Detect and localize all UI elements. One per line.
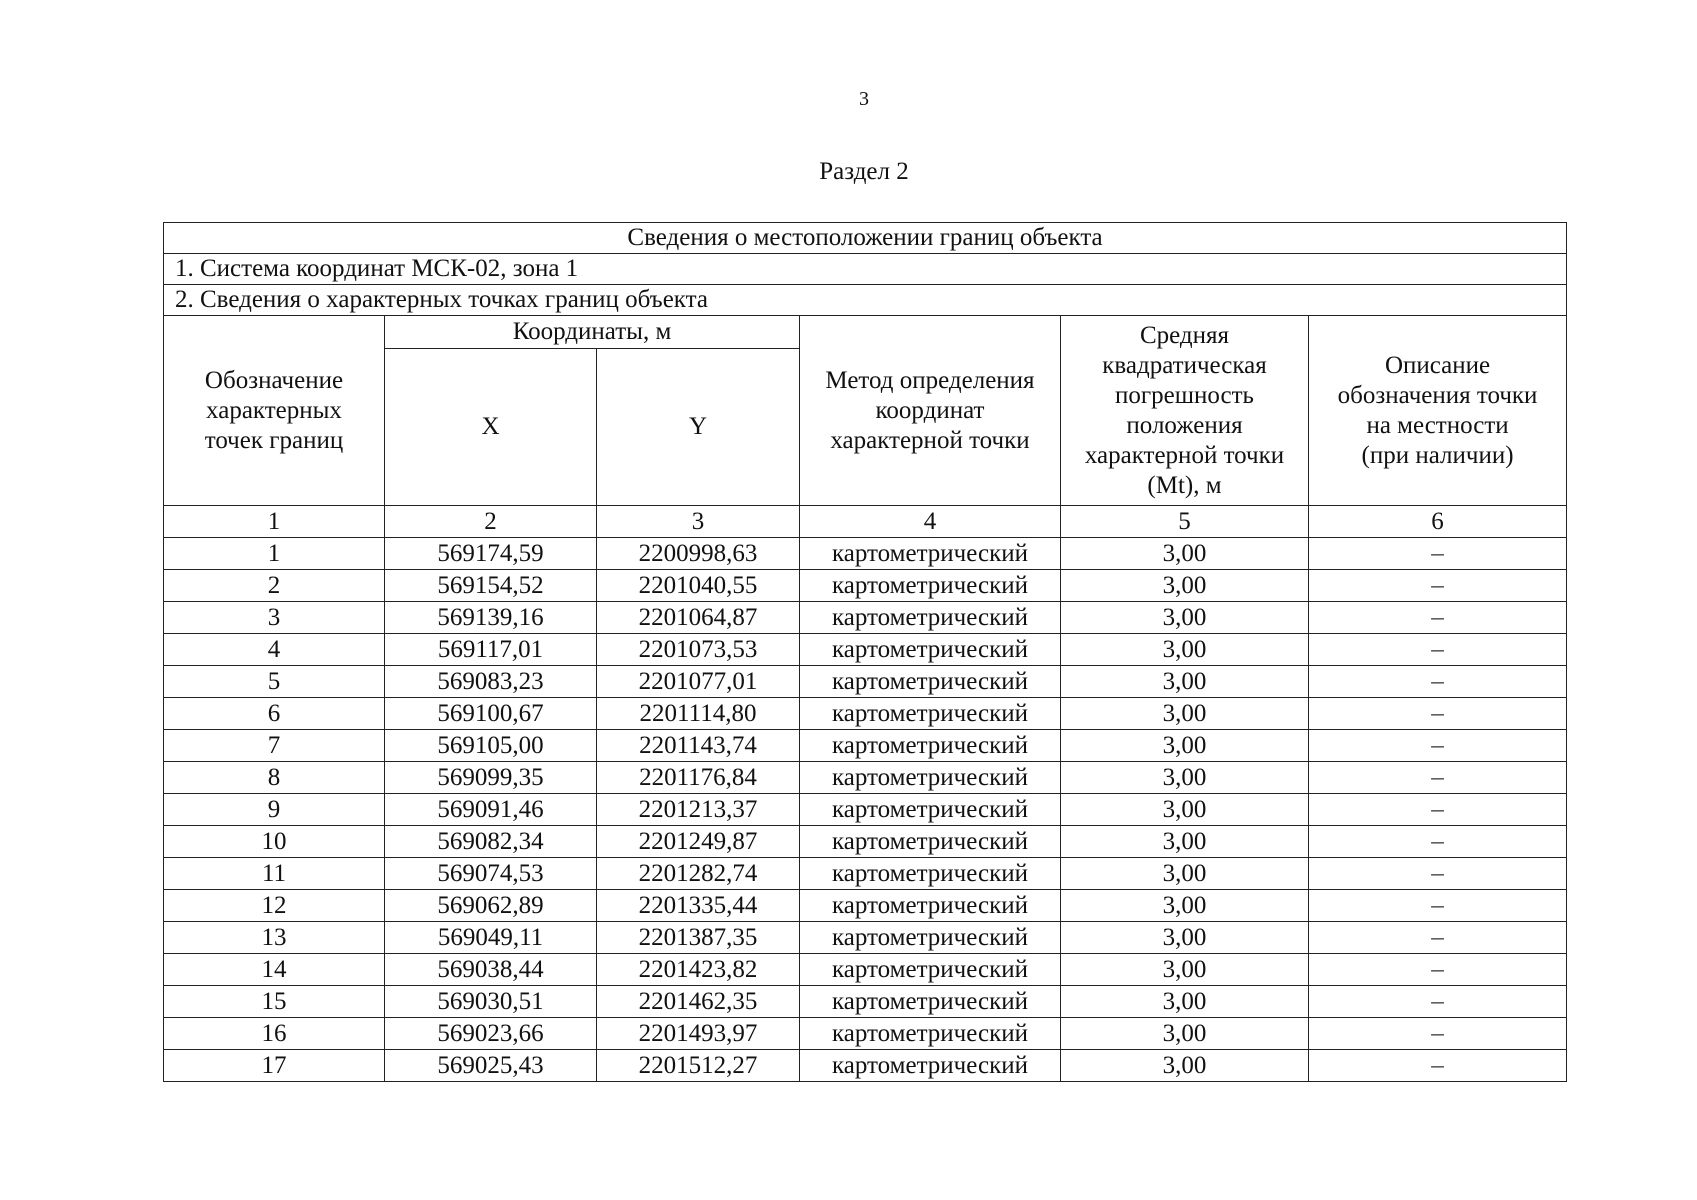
x-coordinate-cell: 569117,01	[385, 634, 597, 666]
header-description: Описание обозначения точки на местности (при наличии)	[1309, 316, 1567, 506]
header-designation: Обозначение характерных точек границ	[164, 316, 385, 506]
description-cell: –	[1309, 922, 1567, 954]
page-number: 3	[859, 88, 869, 110]
method-cell: картометрический	[800, 570, 1061, 602]
table-row	[164, 1050, 1567, 1082]
table-row	[164, 890, 1567, 922]
y-coordinate-cell: 2200998,63	[597, 538, 800, 570]
point-number-cell: 4	[164, 634, 385, 666]
description-cell: –	[1309, 538, 1567, 570]
description-cell: –	[1309, 730, 1567, 762]
method-cell: картометрический	[800, 922, 1061, 954]
table-row	[164, 1018, 1567, 1050]
x-coordinate-cell: 569099,35	[385, 762, 597, 794]
section-title: Раздел 2	[819, 158, 909, 185]
point-number-cell: 8	[164, 762, 385, 794]
y-coordinate-cell: 2201423,82	[597, 954, 800, 986]
column-number: 4	[800, 506, 1061, 538]
x-coordinate-cell: 569023,66	[385, 1018, 597, 1050]
point-number-cell: 12	[164, 890, 385, 922]
y-coordinate-cell: 2201512,27	[597, 1050, 800, 1082]
column-number: 2	[385, 506, 597, 538]
table-row	[164, 602, 1567, 634]
column-numbers-row	[164, 506, 1567, 538]
y-coordinate-cell: 2201073,53	[597, 634, 800, 666]
point-number-cell: 11	[164, 858, 385, 890]
table-row	[164, 570, 1567, 602]
table-row	[164, 794, 1567, 826]
description-cell: –	[1309, 986, 1567, 1018]
table-row	[164, 634, 1567, 666]
table-row	[164, 698, 1567, 730]
x-coordinate-cell: 569083,23	[385, 666, 597, 698]
point-number-cell: 16	[164, 1018, 385, 1050]
y-coordinate-cell: 2201493,97	[597, 1018, 800, 1050]
description-cell: –	[1309, 1050, 1567, 1082]
table-title: Сведения о местоположении границ объекта	[164, 223, 1567, 254]
y-coordinate-cell: 2201462,35	[597, 986, 800, 1018]
method-cell: картометрический	[800, 954, 1061, 986]
error-cell: 3,00	[1061, 538, 1309, 570]
description-cell: –	[1309, 1018, 1567, 1050]
error-cell: 3,00	[1061, 858, 1309, 890]
y-coordinate-cell: 2201040,55	[597, 570, 800, 602]
description-cell: –	[1309, 858, 1567, 890]
x-coordinate-cell: 569105,00	[385, 730, 597, 762]
point-number-cell: 13	[164, 922, 385, 954]
error-cell: 3,00	[1061, 922, 1309, 954]
x-coordinate-cell: 569174,59	[385, 538, 597, 570]
x-coordinate-cell: 569154,52	[385, 570, 597, 602]
method-cell: картометрический	[800, 762, 1061, 794]
point-number-cell: 5	[164, 666, 385, 698]
method-cell: картометрический	[800, 986, 1061, 1018]
header-error: Средняя квадратическая погрешность положения характерной точки (Mt), м	[1061, 316, 1309, 506]
table-row	[164, 954, 1567, 986]
column-number: 6	[1309, 506, 1567, 538]
point-number-cell: 9	[164, 794, 385, 826]
method-cell: картометрический	[800, 1018, 1061, 1050]
table-row	[164, 922, 1567, 954]
table-row	[164, 538, 1567, 570]
method-cell: картометрический	[800, 826, 1061, 858]
point-number-cell: 17	[164, 1050, 385, 1082]
x-coordinate-cell: 569025,43	[385, 1050, 597, 1082]
x-coordinate-cell: 569038,44	[385, 954, 597, 986]
y-coordinate-cell: 2201114,80	[597, 698, 800, 730]
boundary-points-table	[163, 222, 1567, 1082]
error-cell: 3,00	[1061, 1050, 1309, 1082]
method-cell: картометрический	[800, 858, 1061, 890]
error-cell: 3,00	[1061, 730, 1309, 762]
table-row	[164, 762, 1567, 794]
error-cell: 3,00	[1061, 634, 1309, 666]
method-cell: картометрический	[800, 1050, 1061, 1082]
point-number-cell: 14	[164, 954, 385, 986]
y-coordinate-cell: 2201249,87	[597, 826, 800, 858]
method-cell: картометрический	[800, 666, 1061, 698]
method-cell: картометрический	[800, 794, 1061, 826]
description-cell: –	[1309, 890, 1567, 922]
table-row	[164, 826, 1567, 858]
column-number: 5	[1061, 506, 1309, 538]
x-coordinate-cell: 569074,53	[385, 858, 597, 890]
method-cell: картометрический	[800, 602, 1061, 634]
error-cell: 3,00	[1061, 826, 1309, 858]
point-number-cell: 10	[164, 826, 385, 858]
y-coordinate-cell: 2201077,01	[597, 666, 800, 698]
column-number: 3	[597, 506, 800, 538]
error-cell: 3,00	[1061, 698, 1309, 730]
y-coordinate-cell: 2201143,74	[597, 730, 800, 762]
y-coordinate-cell: 2201335,44	[597, 890, 800, 922]
table-row	[164, 730, 1567, 762]
error-cell: 3,00	[1061, 602, 1309, 634]
point-number-cell: 7	[164, 730, 385, 762]
column-number: 1	[164, 506, 385, 538]
error-cell: 3,00	[1061, 794, 1309, 826]
header-method: Метод определения координат характерной точки	[800, 316, 1061, 506]
y-coordinate-cell: 2201064,87	[597, 602, 800, 634]
error-cell: 3,00	[1061, 986, 1309, 1018]
y-coordinate-cell: 2201387,35	[597, 922, 800, 954]
y-coordinate-cell: 2201213,37	[597, 794, 800, 826]
x-coordinate-cell: 569139,16	[385, 602, 597, 634]
header-y: Y	[597, 349, 800, 506]
description-cell: –	[1309, 698, 1567, 730]
method-cell: картометрический	[800, 890, 1061, 922]
table-row	[164, 858, 1567, 890]
x-coordinate-cell: 569049,11	[385, 922, 597, 954]
error-cell: 3,00	[1061, 1018, 1309, 1050]
y-coordinate-cell: 2201176,84	[597, 762, 800, 794]
table-row	[164, 986, 1567, 1018]
description-cell: –	[1309, 634, 1567, 666]
error-cell: 3,00	[1061, 954, 1309, 986]
y-coordinate-cell: 2201282,74	[597, 858, 800, 890]
method-cell: картометрический	[800, 730, 1061, 762]
header-x: X	[385, 349, 597, 506]
method-cell: картометрический	[800, 634, 1061, 666]
error-cell: 3,00	[1061, 570, 1309, 602]
description-cell: –	[1309, 602, 1567, 634]
description-cell: –	[1309, 666, 1567, 698]
point-number-cell: 6	[164, 698, 385, 730]
description-cell: –	[1309, 794, 1567, 826]
table-row	[164, 666, 1567, 698]
method-cell: картометрический	[800, 538, 1061, 570]
x-coordinate-cell: 569091,46	[385, 794, 597, 826]
point-number-cell: 2	[164, 570, 385, 602]
point-number-cell: 1	[164, 538, 385, 570]
error-cell: 3,00	[1061, 762, 1309, 794]
method-cell: картометрический	[800, 698, 1061, 730]
description-cell: –	[1309, 570, 1567, 602]
x-coordinate-cell: 569100,67	[385, 698, 597, 730]
error-cell: 3,00	[1061, 666, 1309, 698]
x-coordinate-cell: 569082,34	[385, 826, 597, 858]
point-number-cell: 15	[164, 986, 385, 1018]
point-number-cell: 3	[164, 602, 385, 634]
description-cell: –	[1309, 762, 1567, 794]
points-heading-row: 2. Сведения о характерных точках границ объекта	[164, 285, 1567, 316]
x-coordinate-cell: 569062,89	[385, 890, 597, 922]
error-cell: 3,00	[1061, 890, 1309, 922]
x-coordinate-cell: 569030,51	[385, 986, 597, 1018]
header-coordinates: Координаты, м	[385, 316, 800, 349]
description-cell: –	[1309, 826, 1567, 858]
coord-system-row: 1. Система координат МСК-02, зона 1	[164, 254, 1567, 285]
description-cell: –	[1309, 954, 1567, 986]
